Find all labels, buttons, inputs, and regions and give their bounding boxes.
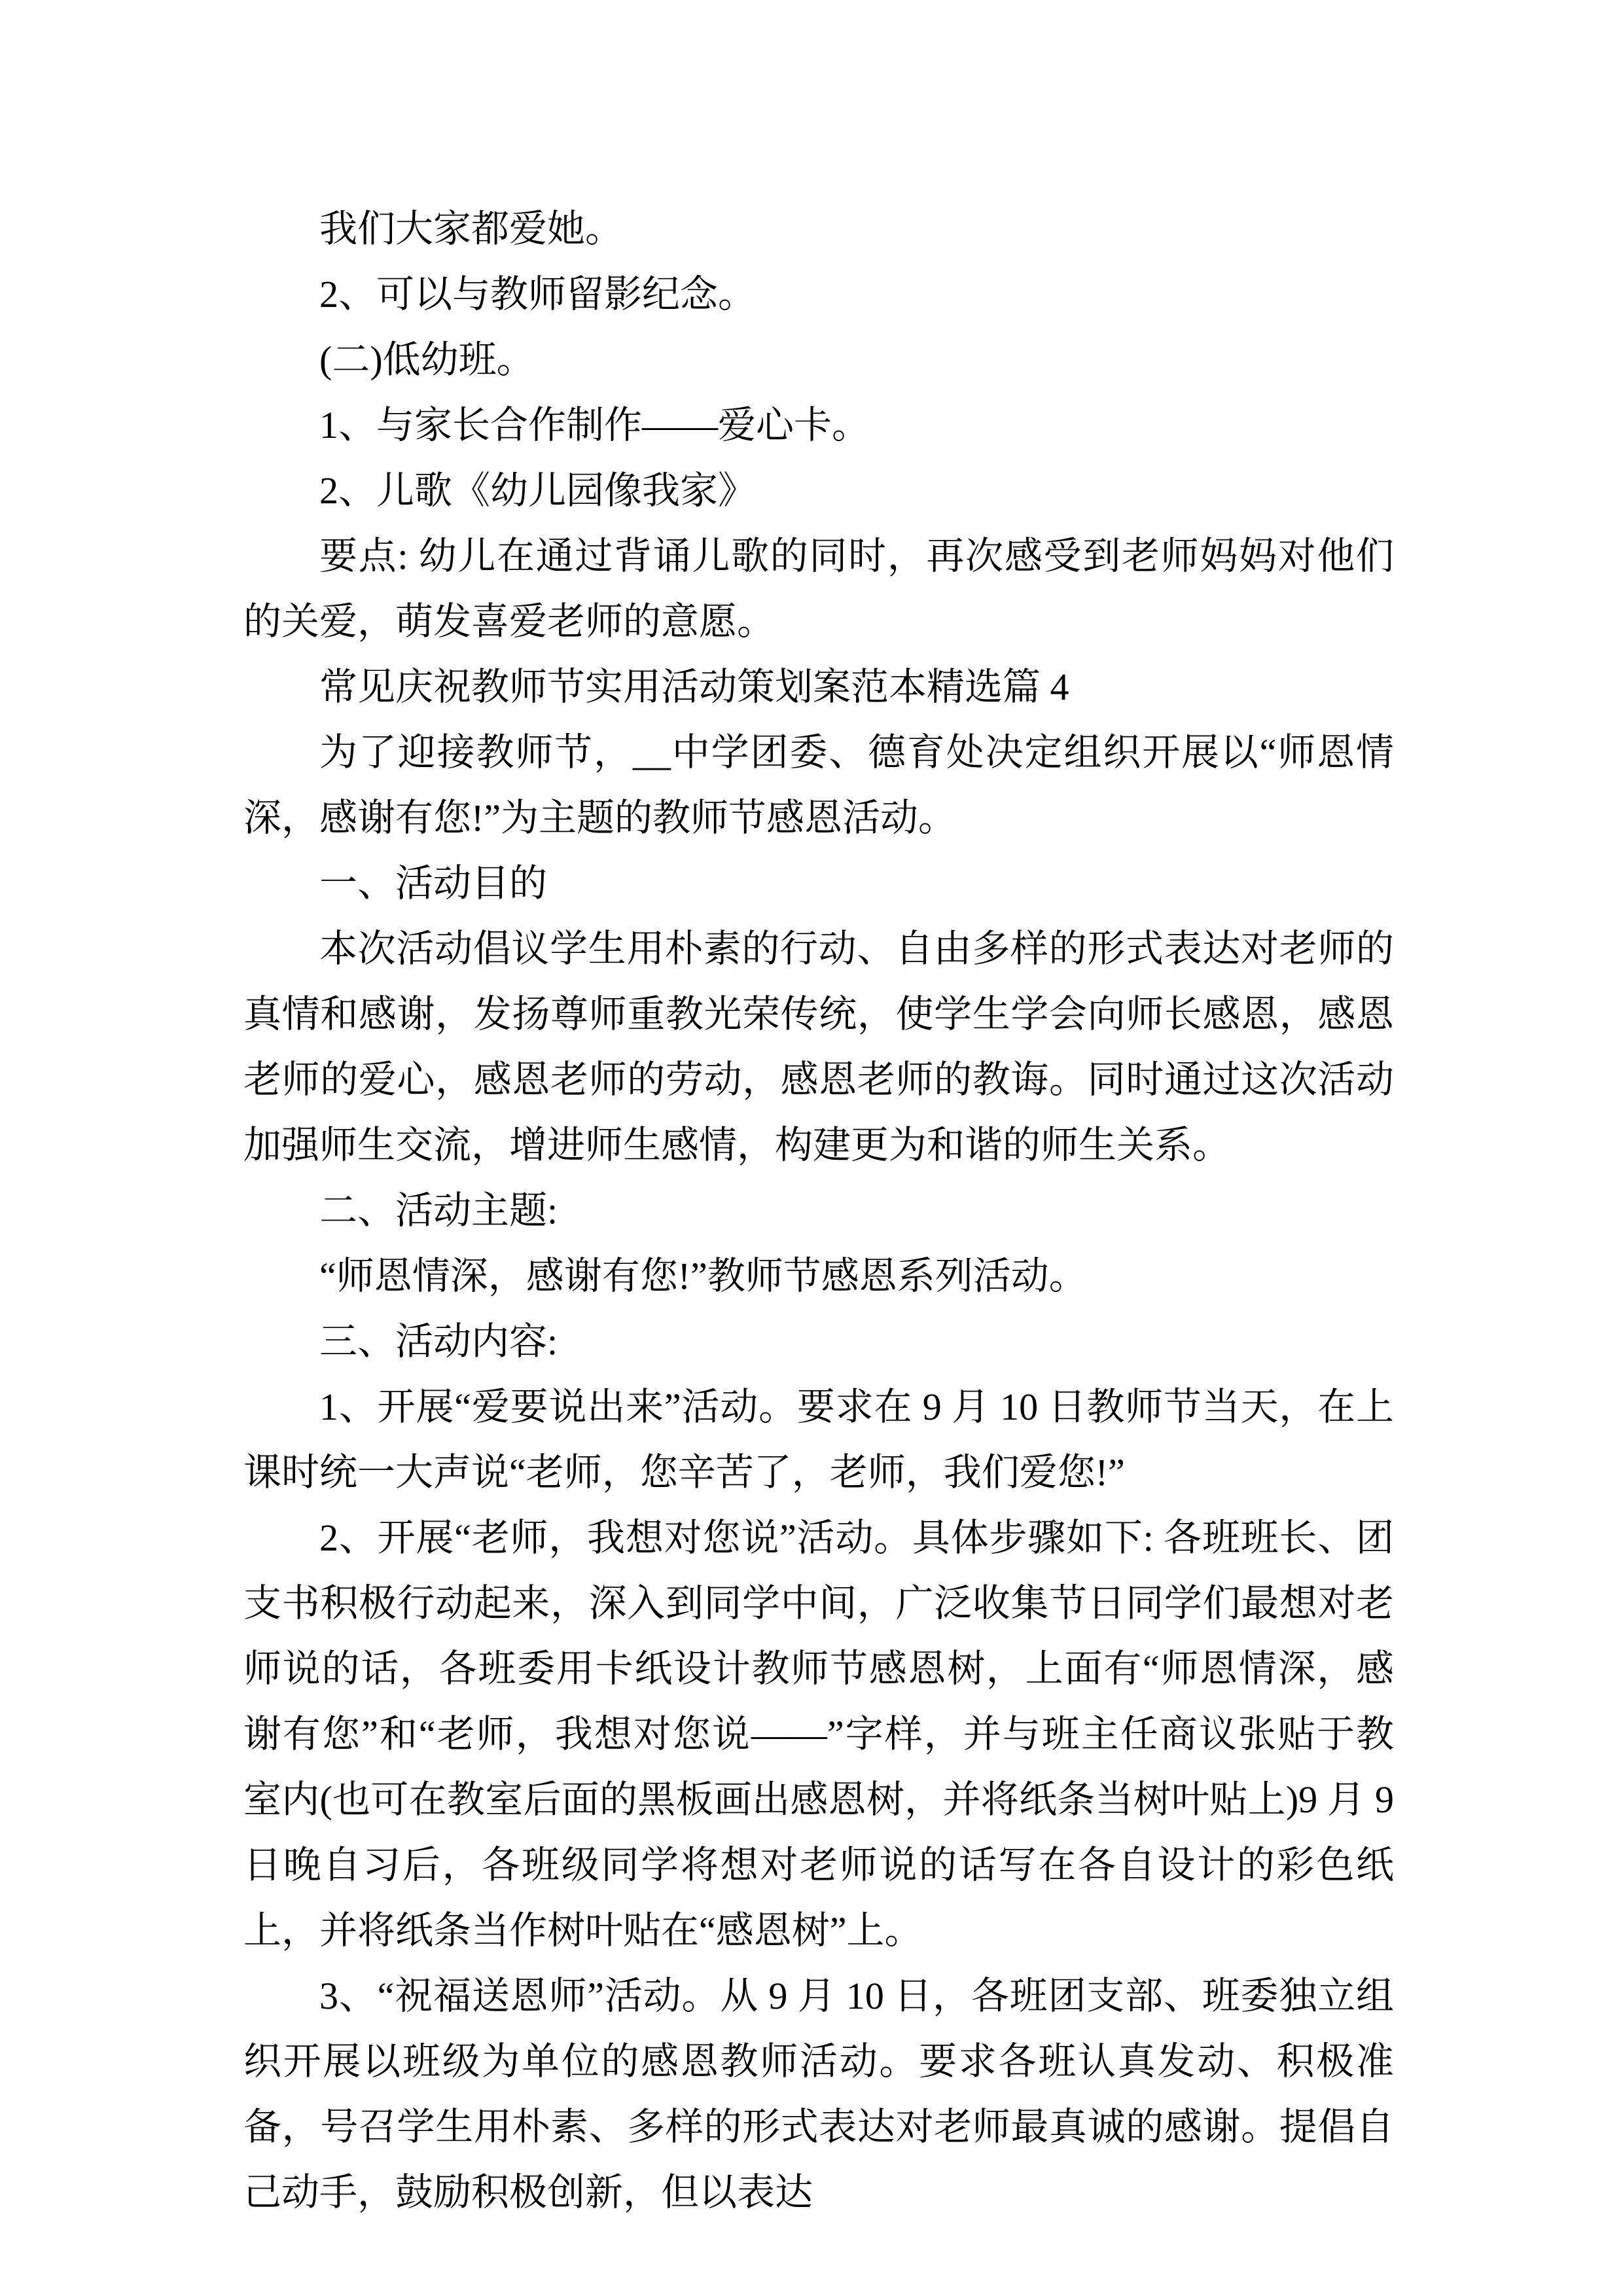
paragraph: 本次活动倡议学生用朴素的行动、自由多样的形式表达对老师的真情和感谢，发扬尊师重教光荣传统，使学生学会向师长感恩，感恩老师的爱心，感恩老师的劳动，感恩老师的教诲。同时通过这次活动加强师生交流，增进师生感情，构建更为和谐的师生关系。 [243,927,1394,1166]
paragraph: 我们大家都爱她。 [319,207,624,250]
heading-activity-content: 三、活动内容: [319,1320,558,1363]
section-title: 常见庆祝教师节实用活动策划案范本精选篇 4 [319,666,1069,708]
paragraph: (二)低幼班。 [319,338,535,381]
heading-activity-theme: 二、活动主题: [319,1189,558,1232]
heading-activity-purpose: 一、活动目的 [319,862,548,905]
paragraph: 2、可以与教师留影纪念。 [319,273,757,315]
paragraph: 1、开展“爱要说出来”活动。要求在 9 月 10 日教师节当天，在上课时统一大声说“老师，您辛苦了，老师，我们爱您!” [243,1386,1394,1494]
paragraph: 2、开展“老师，我想对您说”活动。具体步骤如下: 各班班长、团支书积极行动起来，深入到同学中间，广泛收集节日同学们最想对老师说的话，各班委用卡纸设计教师节感恩树，上面有“师恩情深，感谢有您”和“老师，我想对您说——”字样，并与班主任商议张贴于教室内(也可在教室后面的黑板画出感恩树，并将纸条当树叶贴上)9 月 9 日晚自习后，各班级同学将想对老师说的话写在各自设计的彩色纸上，并将纸条当作树叶贴在“感恩树”上。 [243,1516,1394,1952]
paragraph: 要点: 幼儿在通过背诵儿歌的同时，再次感受到老师妈妈对他们的关爱，萌发喜爱老师的意愿。 [243,535,1394,643]
paragraph: 1、与家长合作制作——爱心卡。 [319,404,870,446]
paragraph: 3、“祝福送恩师”活动。从 9 月 10 日，各班团支部、班委独立组织开展以班级为单位的感恩教师活动。要求各班认真发动、积极准备，号召学生用朴素、多样的形式表达对老师最真诚的感谢。提倡自己动手，鼓励积极创新，但以表达 [243,1975,1394,2214]
paragraph: 2、儿歌《幼儿园像我家》 [319,469,757,512]
paragraph: 为了迎接教师节，__中学团委、德育处决定组织开展以“师恩情深，感谢有您!”为主题的教师节感恩活动。 [243,731,1394,839]
paragraph: “师恩情深，感谢有您!”教师节感恩系列活动。 [319,1255,1087,1297]
document-body [243,196,1394,2225]
